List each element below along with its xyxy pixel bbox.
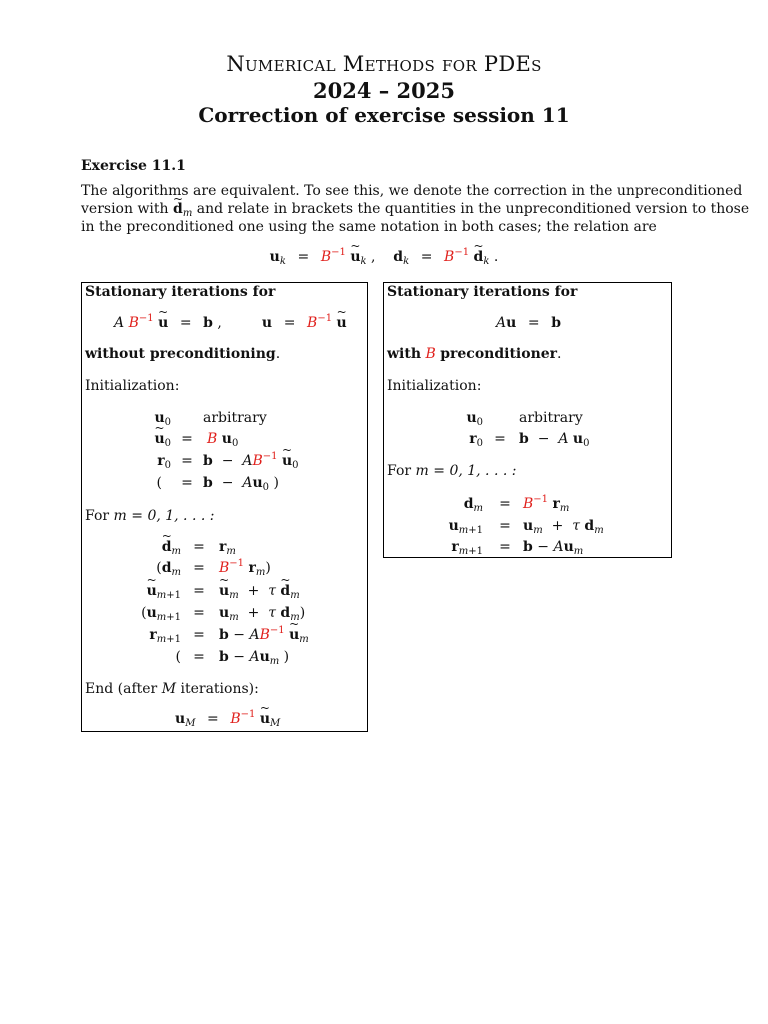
intro-line-1: The algorithms are equivalent. To see this, we denote the correction in the unpreconditioned — [81, 183, 743, 199]
left-system-equation: A $B^{-1}$ ~ u = b , $u = B^{-1}$ ~ u — [114, 315, 347, 331]
left-loop-label: For m = 0, 1, . . . : — [85, 508, 215, 524]
intro-line-2: version with ~ $d_m$ and relate in brackets the quantities in the unpreconditioned version to those — [81, 200, 691, 218]
right-loop-label: For m = 0, 1, . . . : — [387, 463, 517, 479]
right-mode-line: with B preconditioner. — [387, 346, 562, 362]
left-mode-line: without preconditioning. — [85, 346, 281, 362]
session-title: Correction of exercise session 11 — [198, 103, 570, 127]
right-box-heading: Stationary iterations for — [387, 284, 578, 300]
left-box-heading: Stationary iterations for — [85, 284, 276, 300]
course-title: Numerical Methods for PDEs — [226, 52, 542, 76]
left-end-formula: $u_M = B^{-1}$ ~ $u_M$ — [175, 711, 280, 727]
left-init-label: Initialization: — [85, 378, 180, 394]
preconditioned-algorithm-box: Stationary iterations for Au = b with B preconditioner. Initialization: $u_0$ arbitrary $r_0$ = b − A $u_0$ For m = 0, 1, . . . : $d_m$ = $B^{-1}$ $r_m$ $u_{m+1}$ = $u_m + \tau$ $d_m$ $r_{m+1}$ = $b - Au_m$ — [383, 282, 672, 558]
right-init-label: Initialization: — [387, 378, 482, 394]
relation-formula: $u_k = B^{-1}$ ~ $u_k$ , $d_k = B^{-1}$ ~ $d_k$ . — [0, 249, 768, 265]
unpreconditioned-algorithm-box: Stationary iterations for A $B^{-1}$ ~ u = b , $u = B^{-1}$ ~ u without preconditioning. Initialization: $u_0$ arbitrary ~ $u_0$ = B $u_0$ $r_0$ = $b - AB^{-1}$ ~ $u_0$ ( = $b - Au_0$ ) For m = 0, 1, . . . : ~ $d_m$ = $r_m$ ($d_m$ = $B^{-1}$ $r_m$) ~ $u_{m+1}$ = ~ $u_m + \tau$ ~ $d_m$ ($u_{m+1}$ = $u_m + \tau$ $d_m$) $r_{m+1}$ = $b - AB^{-1}$ ~ $u_m$ ( = $b - Au_m$ ) End (after M iterations): $u_M = B^{-1}$ ~ $u_M$ — [81, 282, 368, 732]
right-system-equation: Au = b — [496, 315, 562, 331]
intro-line-3: in the preconditioned one using the same notation in both cases; the relation are — [81, 219, 657, 235]
exercise-heading: Exercise 11.1 — [81, 158, 186, 174]
intro-paragraph — [81, 182, 750, 236]
left-end-label: End (after M iterations): — [85, 681, 259, 697]
academic-year: 2024 – 2025 — [312, 78, 456, 103]
